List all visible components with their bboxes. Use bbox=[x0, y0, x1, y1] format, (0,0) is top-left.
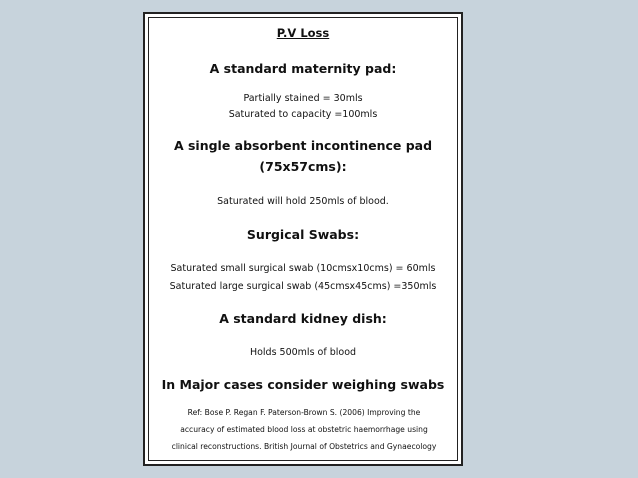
card-title: P.V Loss bbox=[276, 26, 330, 40]
reference-line-2: accuracy of estimated blood loss at obstetric haemorrhage using bbox=[180, 425, 428, 434]
kidney-dish-heading: A standard kidney dish: bbox=[219, 311, 387, 326]
incontinence-pad-heading-line-2: (75x57cms): bbox=[259, 159, 347, 174]
major-cases-heading: In Major cases consider weighing swabs bbox=[161, 377, 445, 392]
surgical-swabs-line-1: Saturated small surgical swab (10cmsx10cms) = 60mls bbox=[170, 263, 436, 274]
maternity-pad-heading: A standard maternity pad: bbox=[209, 61, 397, 76]
incontinence-pad-heading-line-1: A single absorbent incontinence pad bbox=[173, 138, 433, 153]
reference-line-3: clinical reconstructions. British Journal of Obstetrics and Gynaecology bbox=[171, 442, 437, 451]
reference-citation bbox=[151, 404, 457, 455]
reference-line-1: Ref: Bose P. Regan F. Paterson-Brown S. (2006) Improving the bbox=[187, 408, 421, 417]
maternity-pad-line-1: Partially stained = 30mls bbox=[243, 93, 363, 104]
maternity-pad-line-2: Saturated to capacity =100mls bbox=[228, 109, 378, 120]
info-card bbox=[143, 12, 463, 466]
surgical-swabs-line-2: Saturated large surgical swab (45cmsx45cms) =350mls bbox=[169, 281, 437, 292]
surgical-swabs-heading: Surgical Swabs: bbox=[246, 227, 360, 242]
kidney-dish-line-1: Holds 500mls of blood bbox=[249, 347, 357, 358]
incontinence-pad-line-1: Saturated will hold 250mls of blood. bbox=[217, 196, 389, 207]
